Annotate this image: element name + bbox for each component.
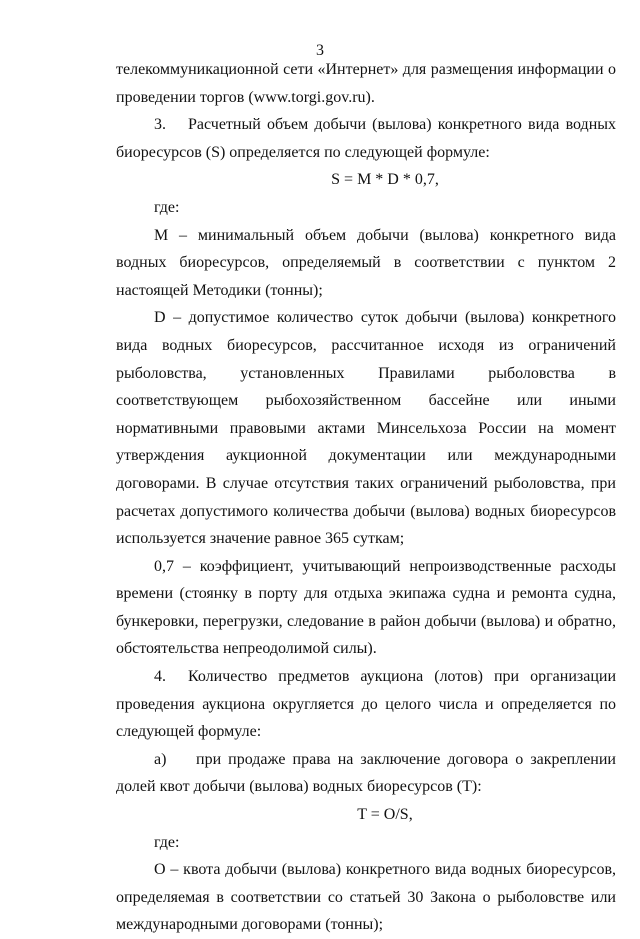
item-3 [116,111,616,166]
page-number: 3 [316,42,324,59]
subitem-a-text: при продаже права на заключение договора о закреплении долей квот добычи (вылова) водных биоресурсов (T): [116,750,616,796]
definition-m: M – минимальный объем добычи (вылова) конкретного вида водных биоресурсов, определяемый в соответствии с пунктом 2 настоящей Методики (тонны); [116,226,616,299]
definition-d: D – допустимое количество суток добычи (вылова) конкретного вида водных биоресурсов, рассчитанное исходя из ограничений рыболовства, установленных Правилами рыболовства в соответствующем рыбохозяйственном бассейне или иными нормативными правовыми актами Минсельхоза России на момент утверждения аукционной документации или международными договорами. В случае отсутствия таких ограничений рыболовства, при расчетах допустимого количества добычи (вылова) водных биоресурсов используется значение равное 365 суткам; [116,309,616,548]
item-3-number: 3. [154,116,166,134]
where-label-1: где: [154,198,180,216]
subitem-a-marker: а) [154,750,167,768]
formula-s: S = M * D * 0,7, [331,171,439,189]
item-3-text: Расчетный объем добычи (вылова) конкретного вида водных биоресурсов (S) определяется по следующей формуле: [116,116,616,161]
document-body [116,56,616,939]
subitem-a [116,746,616,801]
definition-coefficient: 0,7 – коэффициент, учитывающий непроизводственные расходы времени (стоянку в порту для отдыха экипажа судна и ремонта судна, бункеровки, перегрузки, следование в район добычи (вылова) и обратно, обстоятельства непреодолимой силы). [116,557,616,658]
item-4-number: 4. [154,668,166,686]
item-4-text: Количество предметов аукциона (лотов) при организации проведения аукциона округляется до целого числа и определяется по следующей формуле: [116,668,616,741]
formula-t: T = O/S, [357,806,413,824]
item-4 [116,663,616,746]
where-label-2: где: [154,833,180,851]
paragraph-continuation: телекоммуникационной сети «Интернет» для размещения информации о проведении торгов (www.torgi.gov.ru). [116,61,616,106]
definition-o: О – квота добычи (вылова) конкретного вида водных биоресурсов, определяемая в соответствии со статьей 30 Закона о рыболовстве или международными договорами (тонны); [116,861,616,934]
